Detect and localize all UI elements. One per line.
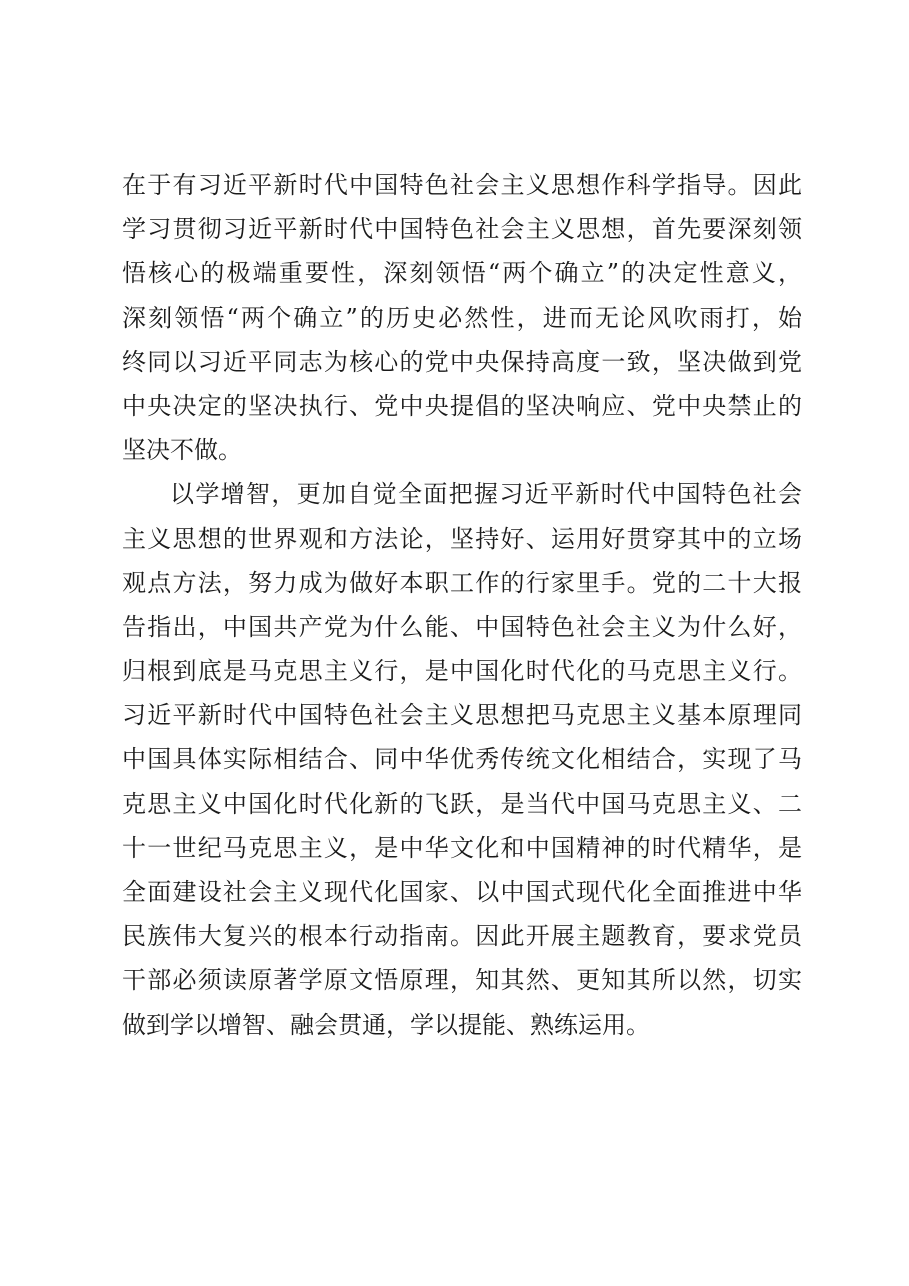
paragraph-line: 全面建设社会主义现代化国家、以中国式现代化全面推进中华 (122, 878, 802, 906)
paragraph-line: 主义思想的世界观和方法论，坚持好、运用好贯穿其中的立场 (122, 524, 802, 553)
paragraph-line: 深刻领悟“两个确立”的历史必然性，进而无论风吹雨打，始 (122, 303, 802, 332)
document-body (122, 163, 802, 1047)
paragraph-line: 在于有习近平新时代中国特色社会主义思想作科学指导。因此 (122, 171, 802, 199)
paragraph-line: 归根到底是马克思主义行，是中国化时代化的马克思主义行。 (122, 657, 802, 686)
paragraph-line: 悟核心的极端重要性，深刻领悟“两个确立”的决定性意义， (122, 259, 802, 288)
paragraph-line: 习近平新时代中国特色社会主义思想把马克思主义基本原理同 (122, 701, 802, 730)
paragraph-1 (122, 163, 802, 472)
paragraph-line: 干部必须读原著学原文悟原理，知其然、更知其所以然，切实 (122, 966, 802, 995)
paragraph-line: 中国具体实际相结合、同中华优秀传统文化相结合，实现了马 (122, 745, 802, 774)
paragraph-line: 十一世纪马克思主义，是中华文化和中国精神的时代精华，是 (122, 833, 802, 862)
paragraph-line: 终同以习近平同志为核心的党中央保持高度一致，坚决做到党 (122, 347, 802, 376)
paragraph-line: 以学增智，更加自觉全面把握习近平新时代中国特色社会 (170, 480, 802, 509)
paragraph-line: 做到学以增智、融会贯通，学以提能、熟练运用。 (122, 1010, 650, 1039)
paragraph-line: 坚决不做。 (122, 436, 242, 465)
paragraph-line: 观点方法，努力成为做好本职工作的行家里手。党的二十大报 (122, 568, 802, 597)
paragraph-line: 学习贯彻习近平新时代中国特色社会主义思想，首先要深刻领 (122, 215, 802, 244)
paragraph-line: 中央决定的坚决执行、党中央提倡的坚决响应、党中央禁止的 (122, 391, 802, 420)
paragraph-line: 告指出，中国共产党为什么能、中国特色社会主义为什么好， (122, 612, 802, 641)
paragraph-line: 克思主义中国化时代化新的飞跃，是当代中国马克思主义、二 (122, 789, 802, 818)
paragraph-line: 民族伟大复兴的根本行动指南。因此开展主题教育，要求党员 (122, 922, 802, 951)
paragraph-2 (122, 472, 802, 1046)
